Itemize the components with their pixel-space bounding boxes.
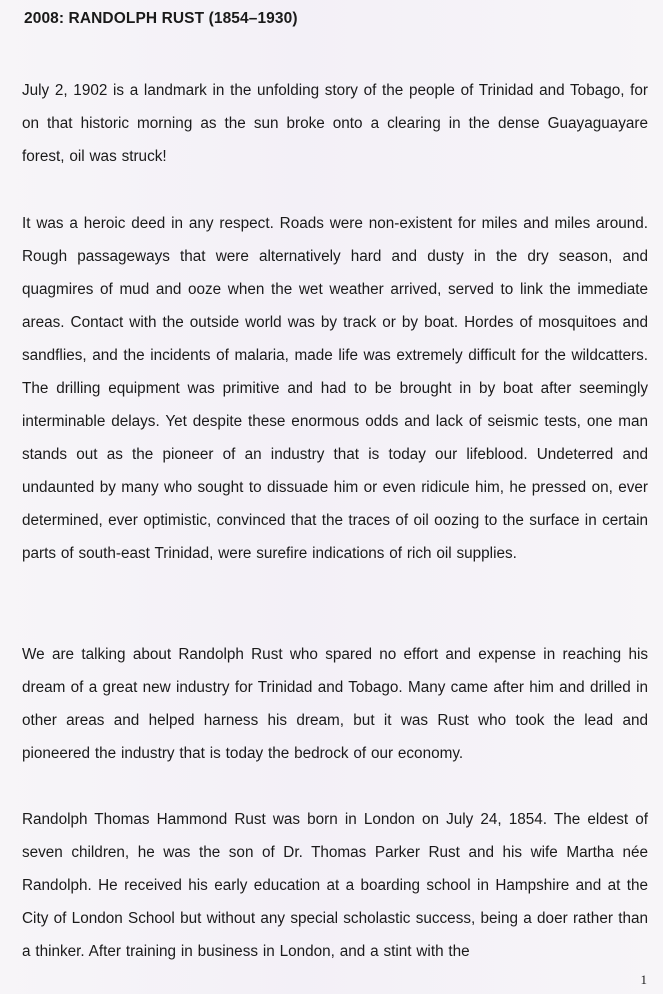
paragraph-randolph-rust-dream: We are talking about Randolph Rust who spared no effort and expense in reaching his dream of a great new industry for Trinidad and Tobago. Many came after him and drilled in other areas and helped harness his dream, but it was Rust who took the lead and pioneered the industry that is today the bedrock of our economy.	[22, 646, 648, 762]
paragraph-heroic-deed: It was a heroic deed in any respect. Roads were non-existent for miles and miles around. Rough passageways that were alternatively hard and dusty in the dry season, and quagmires of mud and ooze when the wet weather arrived, served to link the immediate areas. Contact with the outside world was by track or by boat. Hordes of mosquitoes and sandflies, and the incidents of malaria, made life was extremely difficult for the wildcatters. The drilling equipment was primitive and had to be brought in by boat after seemingly interminable delays. Yet despite these enormous odds and lack of seismic tests, one man stands out as the pioneer of an industry that is today our lifeblood. Undeterred and undaunted by many who sought to dissuade him or even ridicule him, he pressed on, ever determined, ever optimistic, convinced that the traces of oil oozing to the surface in certain parts of south-east Trinidad, were surefire indications of rich oil supplies.	[22, 215, 648, 562]
page-number: 1	[640, 972, 647, 987]
paragraph-oil-discovery: July 2, 1902 is a landmark in the unfolding story of the people of Trinidad and Tobago, for on that historic morning as the sun broke onto a clearing in the dense Guayaguayare forest, oil was struck!	[22, 82, 648, 165]
paragraph-biography: Randolph Thomas Hammond Rust was born in London on July 24, 1854. The eldest of seven children, he was the son of Dr. Thomas Parker Rust and his wife Martha née Randolph. He received his early education at a boarding school in Hampshire and at the City of London School but without any special scholastic success, being a doer rather than a thinker. After training in business in London, and a stint with the	[22, 811, 648, 960]
document-heading: 2008: RANDOLPH RUST (1854–1930)	[24, 10, 298, 27]
